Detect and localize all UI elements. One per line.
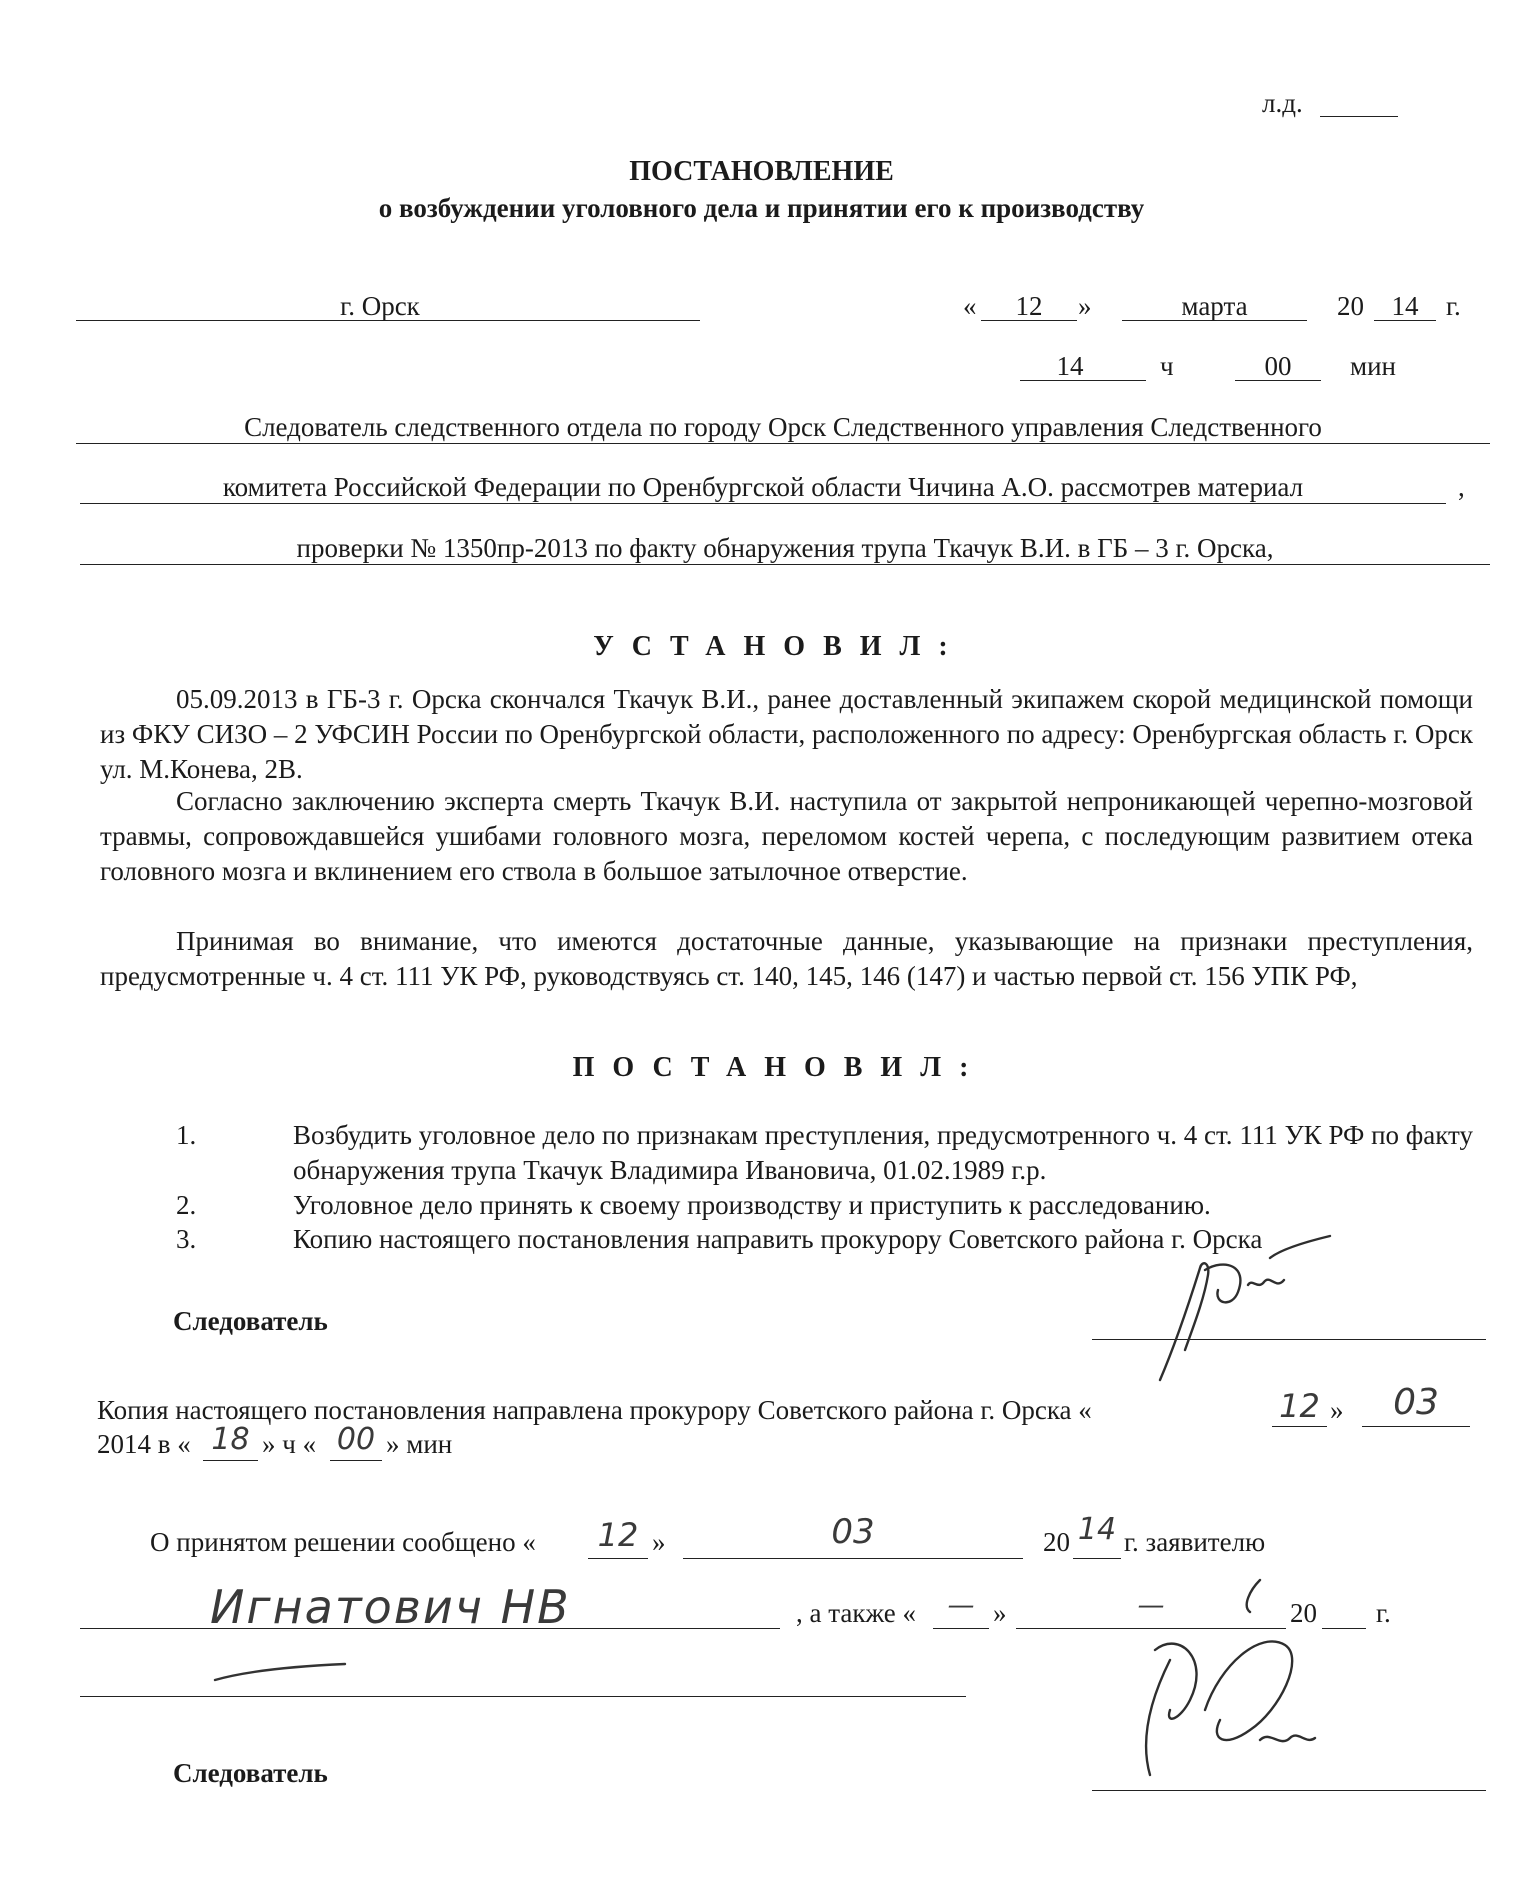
resolved-item-number: 2. (176, 1190, 197, 1220)
hour-unit: ч (1160, 351, 1174, 381)
signature-1-image (1130, 1230, 1350, 1390)
copy-hour-underline (203, 1460, 258, 1461)
copy-day-handwritten: 12 (1279, 1387, 1320, 1425)
established-paragraph-2: Согласно заключению эксперта смерть Ткачук В.И. наступила от закрытой непроникающей черепно-мозговой травмы, сопровождавшейся ушибами головного мозга, переломом костей черепа, с последующим развитием отека головного мозга и вклинением его ствола в большое затылочное отверстие. (100, 786, 1473, 887)
hour: 14 (1056, 351, 1084, 381)
resolved-item-text: Возбудить уголовное дело по признакам преступления, предусмотренного ч. 4 ст. 111 УК РФ по факту обнаружения трупа Ткачук Владимира Ивановича, 01.02.1989 г.р. (293, 1120, 1473, 1186)
decision-day-handwritten: 12 (597, 1516, 639, 1554)
year-suffix: 14 (1391, 291, 1419, 321)
established-heading: УСТАНОВИЛ: (593, 631, 966, 662)
established-paragraph-3: Принимая во внимание, что имеются достаточные данные, указывающие на признаки преступления, предусмотренные ч. 4 ст. 111 УК РФ, руководствуясь ст. 140, 145, 146 (147) и частью первой ст. 156 УПК РФ, (100, 926, 1473, 992)
copy-minute-close: » мин (386, 1429, 453, 1459)
decision-day-underline (588, 1558, 648, 1559)
month: марта (1181, 291, 1248, 321)
minute-unit: мин (1350, 351, 1396, 381)
recipient-handwritten: Игнатович НВ (210, 1580, 571, 1634)
resolved-item-number: 1. (176, 1120, 197, 1150)
resolved-item-text: Уголовное дело принять к своему производству и приступить к расследованию. (293, 1190, 1211, 1220)
investigator-label-1: Следователь (173, 1306, 328, 1336)
also-year-prefix: 20 (1290, 1598, 1317, 1628)
intro-line-1: Следователь следственного отдела по городу Орск Следственного управления Следственного (244, 412, 1322, 442)
resolved-heading: ПОСТАНОВИЛ: (572, 1052, 987, 1083)
case-sheet-label: л.д. (1262, 88, 1303, 118)
intro-line-3: проверки № 1350пр-2013 по факту обнаружения трупа Ткачук В.И. в ГБ – 3 г. Орска, (296, 533, 1274, 563)
decision-notice-text: О принятом решении сообщено « (150, 1527, 536, 1557)
established-paragraph-1: 05.09.2013 в ГБ-3 г. Орска скончался Ткачук В.И., ранее доставленный экипажем скорой медицинской помощи из ФКУ СИЗО – 2 УФСИН России по Оренбургской области, расположенного по адресу: Оренбургская область г. Орск ул. М.Конева, 2В. (100, 684, 1473, 785)
day-open-quote: « (963, 291, 977, 321)
copy-day-close: » (1330, 1395, 1344, 1425)
also-day-underline (933, 1628, 989, 1629)
decision-month-underline (683, 1558, 1023, 1559)
also-day-dash: — (947, 1590, 975, 1621)
year-prefix: 20 (1337, 291, 1364, 321)
intro-line-2: комитета Российской Федерации по Оренбургской области Чичина А.О. рассмотрев материал (222, 472, 1304, 502)
decision-month-handwritten: 03 (831, 1512, 875, 1552)
also-month-dash: — (1137, 1590, 1165, 1621)
decision-year-handwritten: 14 (1077, 1512, 1117, 1547)
resolved-item-number: 3. (176, 1224, 197, 1254)
also-year-unit: г. (1376, 1598, 1391, 1628)
day: 12 (1015, 291, 1043, 321)
copy-minute-underline (330, 1460, 382, 1461)
copy-hour-handwritten: 18 (211, 1422, 250, 1457)
handwritten-dash-mark (210, 1658, 350, 1688)
document-title: ПОСТАНОВЛЕНИЕ (629, 156, 894, 187)
decision-year-underline (1073, 1558, 1121, 1559)
intro-line-2-comma: , (1458, 472, 1465, 502)
year-unit: г. (1446, 291, 1461, 321)
decision-year-tail: г. заявителю (1124, 1527, 1266, 1557)
investigator-label-2: Следователь (173, 1758, 328, 1788)
copy-month-handwritten: 03 (1393, 1382, 1439, 1423)
minute: 00 (1264, 351, 1292, 381)
case-sheet-underline (1320, 116, 1398, 117)
decision-day-close: » (652, 1527, 666, 1557)
extra-blank-underline (80, 1696, 966, 1697)
decision-year-prefix: 20 (1043, 1527, 1070, 1557)
copy-minute-handwritten: 00 (336, 1422, 376, 1457)
resolved-item-text: Копию настоящего постановления направить прокурору Советского района г. Орска (293, 1224, 1263, 1254)
copy-year-text: 2014 в « (97, 1429, 191, 1459)
copy-notice-text: Копия настоящего постановления направлена прокурору Советского района г. Орска « (97, 1395, 1092, 1425)
day-close-quote: » (1078, 291, 1092, 321)
signature-2-image (1110, 1570, 1350, 1800)
also-text: , а также « (796, 1598, 916, 1628)
copy-hour-close: » ч « (262, 1429, 317, 1459)
document-subtitle: о возбуждении уголовного дела и принятии его к производству (378, 193, 1145, 223)
city: г. Орск (340, 291, 420, 321)
also-day-close: » (993, 1598, 1007, 1628)
